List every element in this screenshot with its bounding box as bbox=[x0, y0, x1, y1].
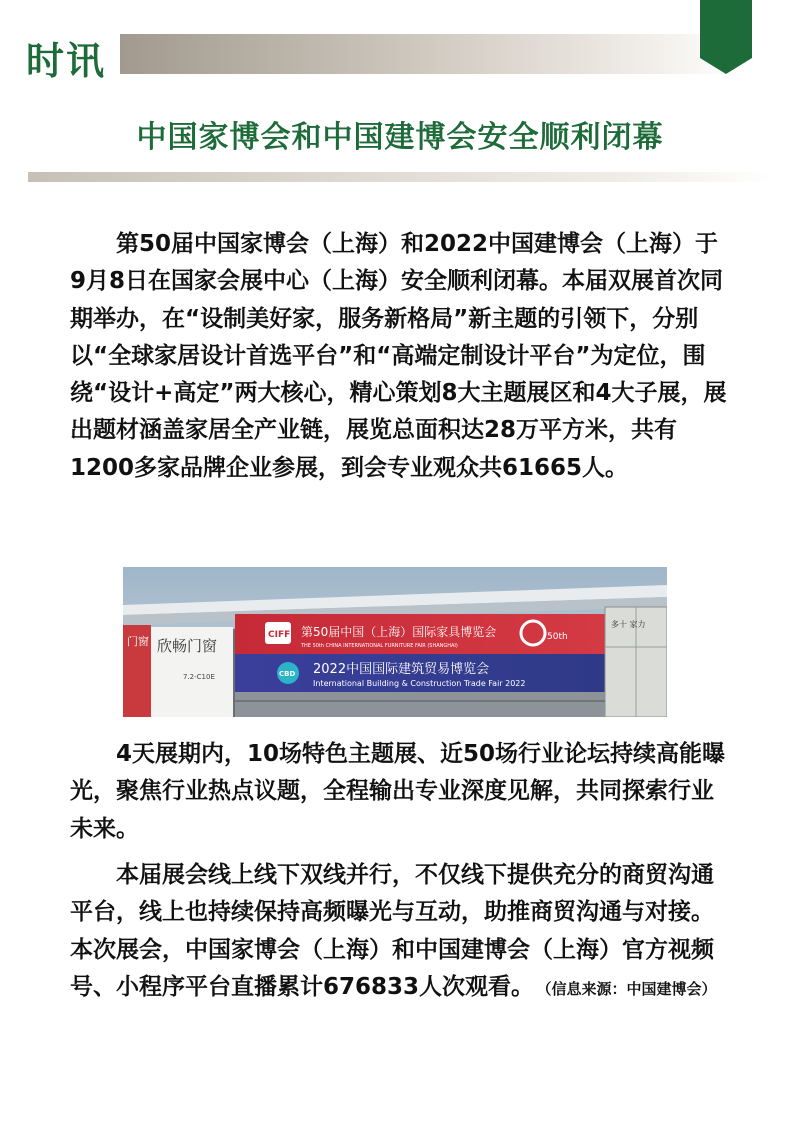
cbd-logo: CBD bbox=[279, 670, 296, 678]
photo-right-sign: 多十 家力 bbox=[611, 620, 646, 629]
anniversary-mark: 50th bbox=[547, 632, 568, 642]
article-paragraph-2: 4天展期内，10场特色主题展、近50场行业论坛持续高能曝光，聚焦行业热点议题，全程输出专业深度见解，共同探索行业未来。 bbox=[70, 741, 726, 842]
exhibition-photo bbox=[123, 567, 667, 717]
source-note: （信息来源：中国建博会） bbox=[544, 979, 717, 998]
ciff-logo: CIFF bbox=[268, 630, 291, 640]
photo-left-sign: 门窗 bbox=[127, 635, 149, 648]
header-band bbox=[0, 0, 800, 83]
article-paragraph-3 bbox=[70, 857, 732, 1008]
ciff-banner-cn: 第50届中国（上海）国际家具博览会 bbox=[301, 625, 497, 639]
section-label-bar bbox=[120, 34, 740, 74]
ciff-banner-en: THE 50th CHINA INTERNATIONAL FURNITURE FAIR (SHANGHAI) bbox=[301, 643, 458, 649]
bookmark-tab bbox=[700, 0, 752, 74]
title-divider bbox=[28, 172, 773, 182]
cbd-banner-cn: 2022中国国际建筑贸易博览会 bbox=[313, 662, 490, 677]
article-paragraph-3-text: 本届展会线上线下双线并行，不仅线下提供充分的商贸沟通平台，线上也持续保持高频曝光与互动，助推商贸沟通与对接。本次展会，中国家博会（上海）和中国建博会（上海）官方视频号、小程序平台直播累计676833人次观看。 bbox=[70, 862, 714, 1000]
cbd-banner-en: International Building & Construction Trade Fair 2022 bbox=[313, 679, 526, 688]
photo-brand-sign: 欣畅门窗 bbox=[157, 637, 218, 655]
photo-booth-number: 7.2-C10E bbox=[183, 673, 215, 681]
section-label: 时讯 bbox=[26, 39, 107, 83]
article-paragraph-1: 第50届中国家博会（上海）和2022中国建博会（上海）于9月8日在国家会展中心（上海）安全顺利闭幕。本届双展首次同期举办，在“设制美好家，服务新格局”新主题的引领下，分别以“全球家居设计首选平台”和“高端定制设计平台”为定位，围绕“设计+高定”两大核心，精心策划8大主题展区和4大子展，展出题材涵盖家居全产业链，展览总面积达28万平方米，共有1200多家品牌企业参展，到会专业观众共61665人。 bbox=[70, 231, 727, 481]
article-title: 中国家博会和中国建博会安全顺利闭幕 bbox=[136, 120, 664, 155]
